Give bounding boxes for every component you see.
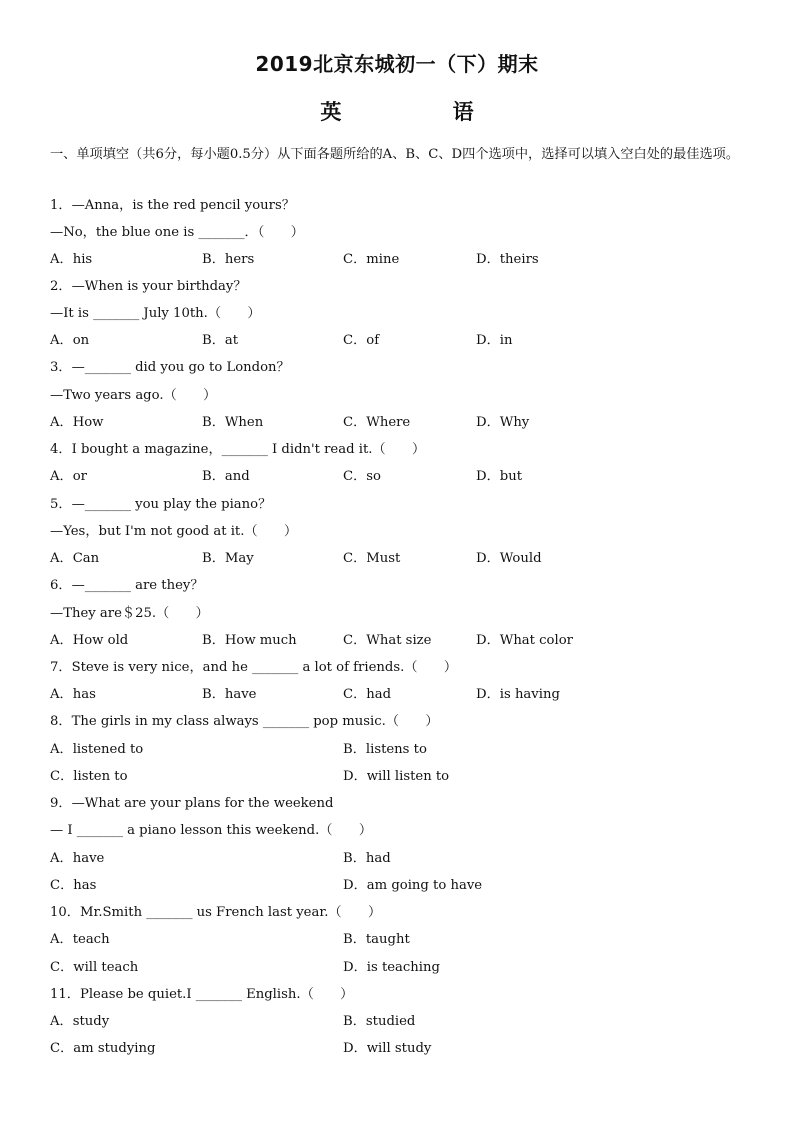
question-4-option-d[interactable]: D．but bbox=[476, 469, 522, 484]
question-6-option-c[interactable]: C．What size bbox=[343, 633, 432, 648]
question-8-option-d[interactable]: D．will listen to bbox=[343, 769, 450, 784]
question-2-option-b[interactable]: B．at bbox=[202, 333, 239, 348]
question-9-answer-line: — I _______ a piano lesson this weekend.（ ） bbox=[50, 823, 373, 838]
question-6-option-d[interactable]: D．What color bbox=[476, 633, 573, 648]
question-1-option-a[interactable]: A．his bbox=[50, 252, 93, 267]
question-5-stem: 5．—_______ you play the piano？ bbox=[50, 497, 272, 512]
question-2-stem: 2．—When is your birthday？ bbox=[50, 279, 247, 294]
question-4-option-b[interactable]: B．and bbox=[202, 469, 250, 484]
page-title: 2019北京东城初一（下）期末 bbox=[255, 52, 539, 76]
question-7-option-b[interactable]: B．have bbox=[202, 687, 257, 702]
question-5-option-b[interactable]: B．May bbox=[202, 551, 254, 566]
question-5-option-c[interactable]: C．Must bbox=[343, 551, 401, 566]
question-2-option-d[interactable]: D．in bbox=[476, 333, 513, 348]
question-11-option-c[interactable]: C．am studying bbox=[50, 1041, 156, 1056]
question-2-answer-line: —It is _______ July 10th.（ ） bbox=[50, 306, 261, 321]
question-1-answer-line: —No，the blue one is _______．（ ） bbox=[50, 225, 304, 240]
question-8-option-a[interactable]: A．listened to bbox=[50, 742, 144, 757]
question-5-option-d[interactable]: D．Would bbox=[476, 551, 542, 566]
question-10-option-b[interactable]: B．taught bbox=[343, 932, 410, 947]
question-4-option-a[interactable]: A．or bbox=[50, 469, 87, 484]
question-5-option-a[interactable]: A．Can bbox=[50, 551, 100, 566]
question-5-answer-line: —Yes，but I'm not good at it.（ ） bbox=[50, 524, 298, 539]
subject-title: 英 语 bbox=[320, 100, 526, 124]
question-10-option-d[interactable]: D．is teaching bbox=[343, 960, 440, 975]
question-6-option-b[interactable]: B．How much bbox=[202, 633, 297, 648]
question-11-option-a[interactable]: A．study bbox=[50, 1014, 110, 1029]
question-1-option-d[interactable]: D．theirs bbox=[476, 252, 539, 267]
question-1-stem: 1．—Anna，is the red pencil yours？ bbox=[50, 198, 295, 213]
question-9-option-c[interactable]: C．has bbox=[50, 878, 97, 893]
question-6-stem: 6．—_______ are they？ bbox=[50, 578, 204, 593]
question-10-option-a[interactable]: A．teach bbox=[50, 932, 110, 947]
question-7-stem: 7．Steve is very nice，and he _______ a lot of friends.（ ） bbox=[50, 660, 458, 675]
question-3-answer-line: —Two years ago.（ ） bbox=[50, 388, 217, 403]
question-6-answer-line: —They are＄25.（ ） bbox=[50, 606, 209, 621]
question-2-option-c[interactable]: C．of bbox=[343, 333, 380, 348]
question-9-stem: 9．—What are your plans for the weekend bbox=[50, 796, 334, 811]
question-3-option-c[interactable]: C．Where bbox=[343, 415, 411, 430]
question-7-option-a[interactable]: A．has bbox=[50, 687, 96, 702]
section-instructions: 一、单项填空（共6分，每小题0.5分）从下面各题所给的A、B、C、D四个选项中，选择可以填入空白处的最佳选项。 bbox=[50, 147, 740, 162]
question-9-option-a[interactable]: A．have bbox=[50, 851, 105, 866]
question-7-option-d[interactable]: D．is having bbox=[476, 687, 560, 702]
question-1-option-c[interactable]: C．mine bbox=[343, 252, 400, 267]
question-3-stem: 3．—_______ did you go to London？ bbox=[50, 360, 290, 375]
question-9-option-b[interactable]: B．had bbox=[343, 851, 391, 866]
question-1-option-b[interactable]: B．hers bbox=[202, 252, 255, 267]
question-2-option-a[interactable]: A．on bbox=[50, 333, 90, 348]
question-8-stem: 8．The girls in my class always _______ pop music.（ ） bbox=[50, 714, 439, 729]
question-3-option-d[interactable]: D．Why bbox=[476, 415, 530, 430]
question-3-option-b[interactable]: B．When bbox=[202, 415, 264, 430]
question-9-option-d[interactable]: D．am going to have bbox=[343, 878, 483, 893]
question-6-option-a[interactable]: A．How old bbox=[50, 633, 129, 648]
question-11-option-d[interactable]: D．will study bbox=[343, 1041, 432, 1056]
question-11-stem: 11．Please be quiet.I _______ English.（ ） bbox=[50, 987, 354, 1002]
question-7-option-c[interactable]: C．had bbox=[343, 687, 392, 702]
question-4-stem: 4．I bought a magazine，_______ I didn't read it.（ ） bbox=[50, 442, 426, 457]
question-10-stem: 10．Mr.Smith _______ us French last year.（ ） bbox=[50, 905, 382, 920]
question-10-option-c[interactable]: C．will teach bbox=[50, 960, 139, 975]
question-8-option-c[interactable]: C．listen to bbox=[50, 769, 128, 784]
question-8-option-b[interactable]: B．listens to bbox=[343, 742, 427, 757]
question-11-option-b[interactable]: B．studied bbox=[343, 1014, 416, 1029]
question-4-option-c[interactable]: C．so bbox=[343, 469, 381, 484]
question-3-option-a[interactable]: A．How bbox=[50, 415, 104, 430]
